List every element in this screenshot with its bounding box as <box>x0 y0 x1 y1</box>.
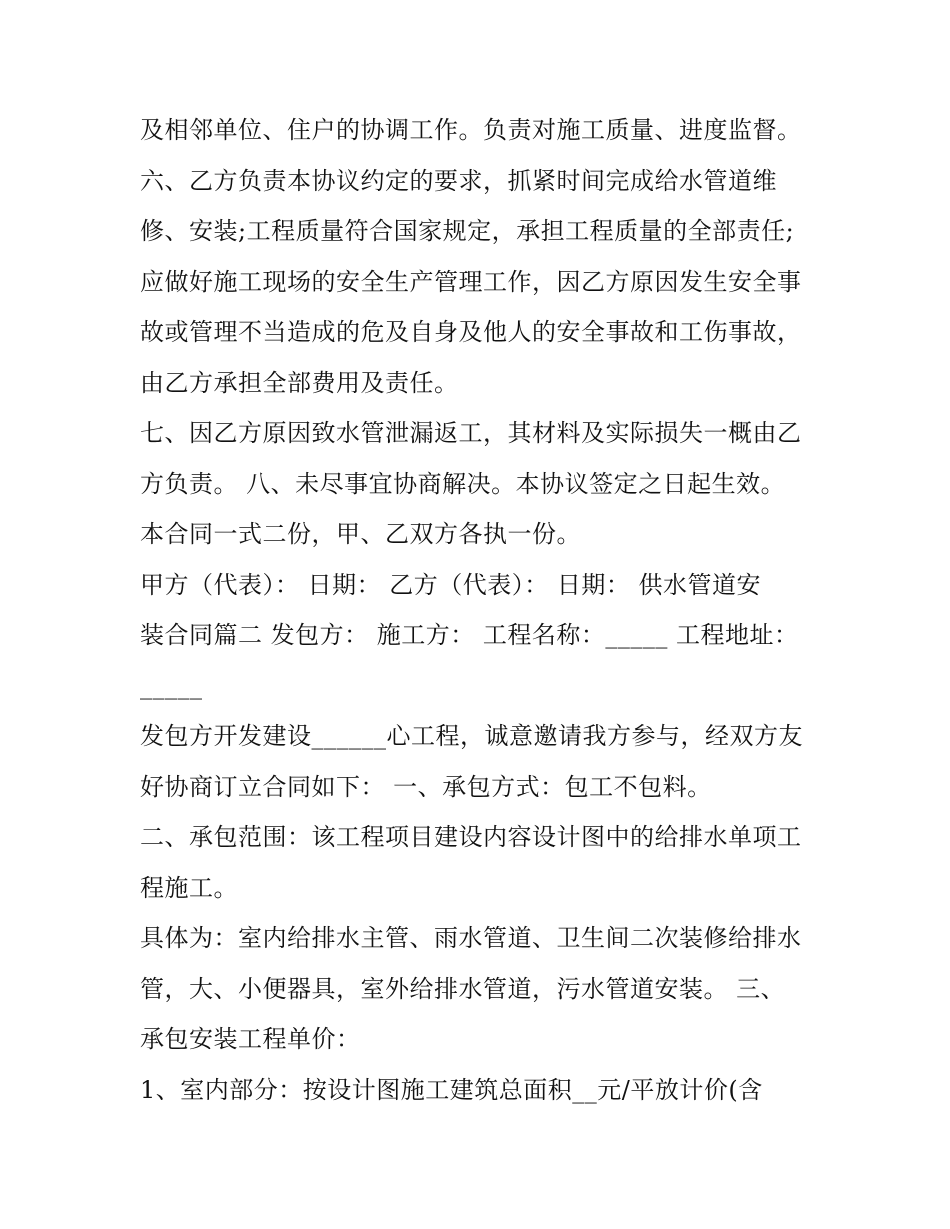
text-line: 装合同篇二 发包方： 施工方： 工程名称：_____ 工程地址： <box>140 621 799 649</box>
text-line: 程施工。 <box>140 873 238 902</box>
text-line: 六、乙方负责本协议约定的要求，抓紧时间完成给水管道维 <box>140 166 777 195</box>
text-line: 甲方（代表）： 日期： 乙方（代表）： 日期： 供水管道安 <box>140 570 762 599</box>
text-line: 管，大、小便器具，室外给排水管道，污水管道安装。 三、 <box>140 974 786 1003</box>
text-line: 发包方开发建设______心工程，诚意邀请我方参与，经双方友 <box>140 722 803 750</box>
text-line: 承包安装工程单价： <box>140 1025 361 1053</box>
text-line: 及相邻单位、住户的协调工作。负责对施工质量、进度监督。 <box>140 116 802 144</box>
text-line: 本合同一式二份，甲、乙双方各执一份。 <box>140 520 581 548</box>
text-line: 故或管理不当造成的危及自身及他人的安全事故和工伤事故， <box>140 318 802 346</box>
text-line: 具体为：室内给排水主管、雨水管道、卫生间二次装修给排水 <box>140 924 802 952</box>
text-line: 方负责。 八、未尽事宜协商解决。本协议签定之日起生效。 <box>140 469 786 498</box>
text-line: 七、因乙方原因致水管泄漏返工，其材料及实际损失一概由乙 <box>140 419 802 447</box>
text-line: 1、室内部分：按设计图施工建筑总面积__元/平放计价(含 <box>140 1075 763 1104</box>
document-body <box>140 108 840 1118</box>
text-line: _____ <box>140 671 203 700</box>
text-line: 好协商订立合同如下： 一、承包方式：包工不包料。 <box>140 772 712 801</box>
text-line: 二、承包范围：该工程项目建设内容设计图中的给排水单项工 <box>140 823 802 851</box>
text-line: 修、安装;工程质量符合国家规定，承担工程质量的全部责任; <box>140 217 795 245</box>
text-line: 应做好施工现场的安全生产管理工作，因乙方原因发生安全事 <box>140 267 802 296</box>
text-line: 由乙方承担全部费用及责任。 <box>140 368 459 397</box>
